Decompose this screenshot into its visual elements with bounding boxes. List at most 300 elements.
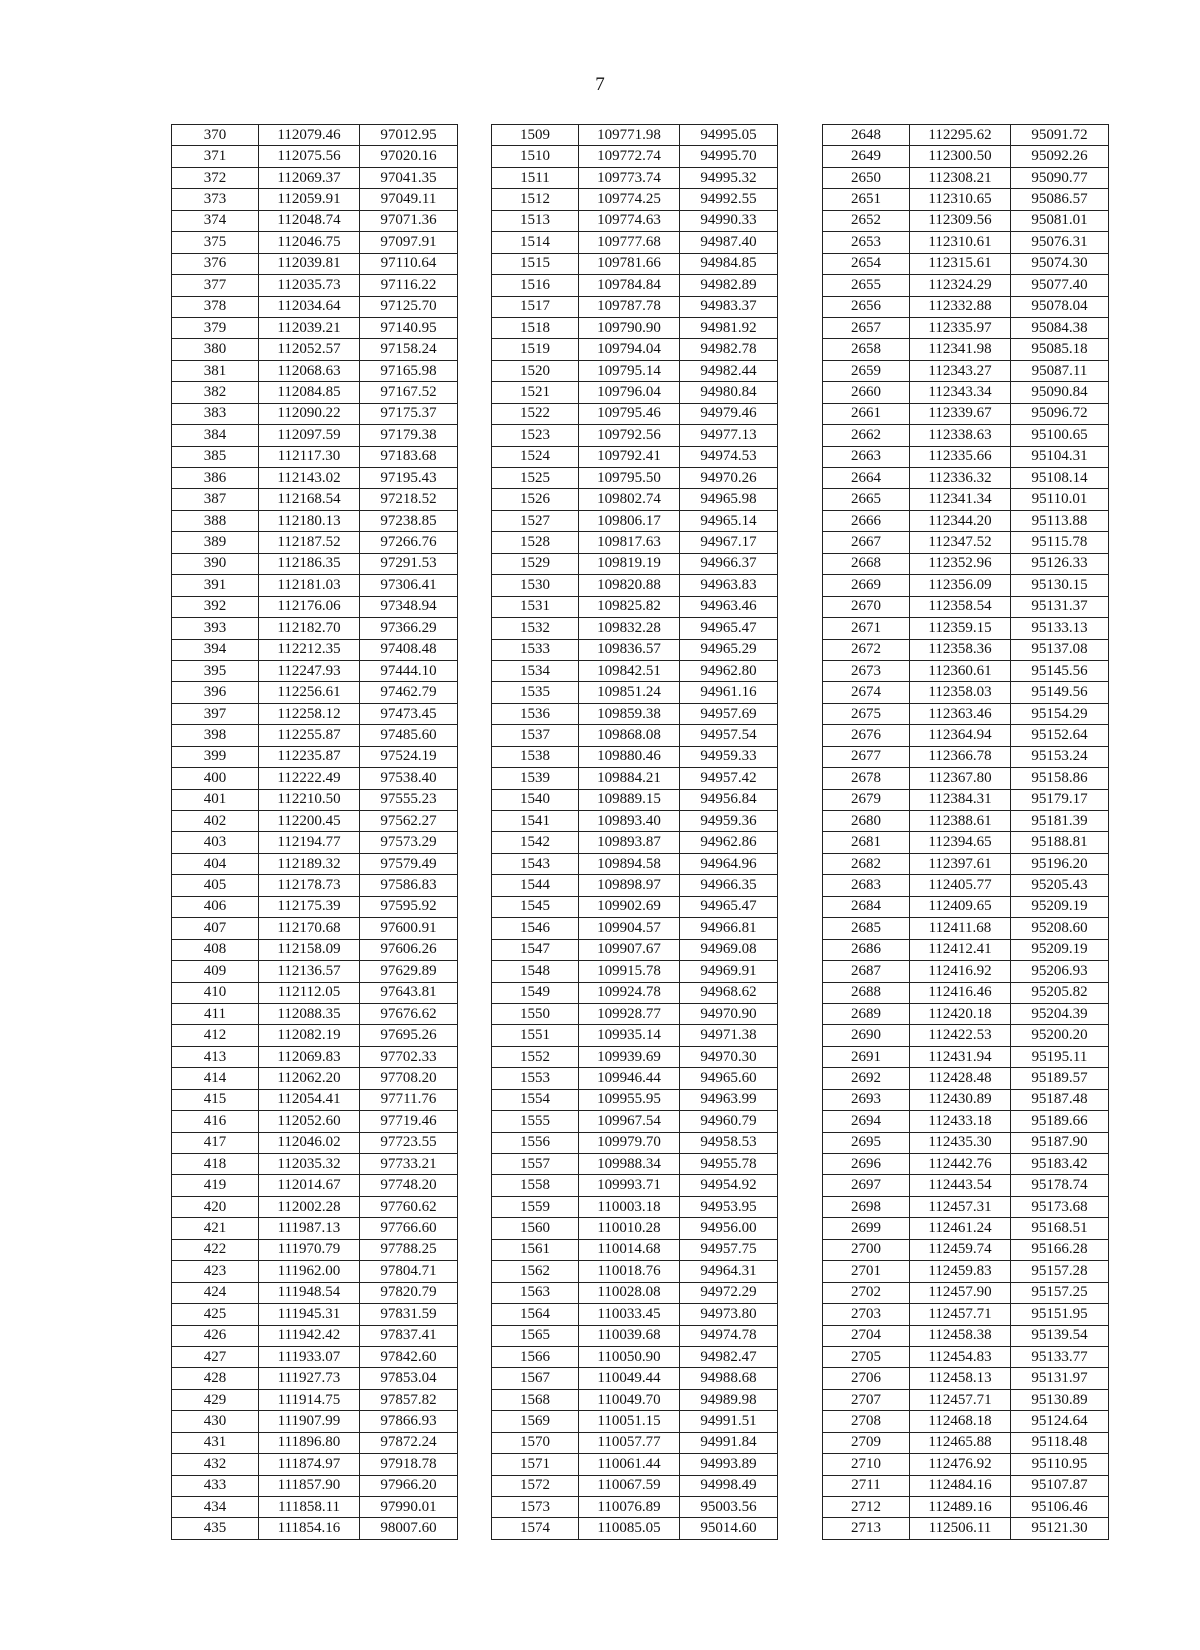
y-coordinate-cell: 97195.43 [360, 468, 458, 489]
x-coordinate-cell: 112315.61 [910, 253, 1011, 274]
point-number-cell: 389 [172, 532, 259, 553]
table-row [492, 1154, 778, 1175]
table-row [823, 189, 1109, 210]
point-number-cell: 391 [172, 575, 259, 596]
point-number-cell: 2701 [823, 1261, 910, 1282]
point-number-cell: 2667 [823, 532, 910, 553]
point-number-cell: 2672 [823, 639, 910, 660]
x-coordinate-cell: 112335.97 [910, 317, 1011, 338]
y-coordinate-cell: 95151.95 [1011, 1304, 1109, 1325]
point-number-cell: 2713 [823, 1518, 910, 1539]
point-number-cell: 1573 [492, 1497, 579, 1518]
x-coordinate-cell: 112476.92 [910, 1454, 1011, 1475]
y-coordinate-cell: 95187.90 [1011, 1132, 1109, 1153]
table-row [172, 1068, 458, 1089]
table-row [492, 811, 778, 832]
x-coordinate-cell: 112170.68 [259, 918, 360, 939]
point-number-cell: 384 [172, 425, 259, 446]
table-row [492, 918, 778, 939]
point-number-cell: 1544 [492, 875, 579, 896]
point-number-cell: 2653 [823, 232, 910, 253]
table-row [823, 553, 1109, 574]
y-coordinate-cell: 94965.47 [680, 896, 778, 917]
x-coordinate-cell: 109924.78 [579, 982, 680, 1003]
table-row [172, 189, 458, 210]
x-coordinate-cell: 112143.02 [259, 468, 360, 489]
x-coordinate-cell: 112338.63 [910, 425, 1011, 446]
y-coordinate-cell: 94984.85 [680, 253, 778, 274]
point-number-cell: 379 [172, 317, 259, 338]
x-coordinate-cell: 110085.05 [579, 1518, 680, 1539]
point-number-cell: 1515 [492, 253, 579, 274]
table-row [172, 703, 458, 724]
y-coordinate-cell: 94990.33 [680, 210, 778, 231]
point-number-cell: 1568 [492, 1389, 579, 1410]
point-number-cell: 435 [172, 1518, 259, 1539]
y-coordinate-cell: 95133.13 [1011, 618, 1109, 639]
point-number-cell: 1513 [492, 210, 579, 231]
x-coordinate-cell: 112435.30 [910, 1132, 1011, 1153]
table-row [492, 1046, 778, 1067]
table-row [492, 853, 778, 874]
x-coordinate-cell: 112422.53 [910, 1025, 1011, 1046]
x-coordinate-cell: 109777.68 [579, 232, 680, 253]
point-number-cell: 2690 [823, 1025, 910, 1046]
table-row [172, 682, 458, 703]
x-coordinate-cell: 109774.25 [579, 189, 680, 210]
table-row [492, 1111, 778, 1132]
y-coordinate-cell: 95205.82 [1011, 982, 1109, 1003]
x-coordinate-cell: 111962.00 [259, 1261, 360, 1282]
point-number-cell: 2681 [823, 832, 910, 853]
table-row [172, 446, 458, 467]
point-number-cell: 1546 [492, 918, 579, 939]
point-number-cell: 2669 [823, 575, 910, 596]
point-number-cell: 2707 [823, 1389, 910, 1410]
x-coordinate-cell: 112117.30 [259, 446, 360, 467]
point-number-cell: 2686 [823, 939, 910, 960]
x-coordinate-cell: 111927.73 [259, 1368, 360, 1389]
y-coordinate-cell: 94965.14 [680, 510, 778, 531]
x-coordinate-cell: 109988.34 [579, 1154, 680, 1175]
point-number-cell: 403 [172, 832, 259, 853]
y-coordinate-cell: 97012.95 [360, 125, 458, 146]
point-number-cell: 1557 [492, 1154, 579, 1175]
x-coordinate-cell: 112194.77 [259, 832, 360, 853]
y-coordinate-cell: 95149.56 [1011, 682, 1109, 703]
point-number-cell: 1547 [492, 939, 579, 960]
x-coordinate-cell: 109773.74 [579, 167, 680, 188]
x-coordinate-cell: 112358.03 [910, 682, 1011, 703]
table-row [492, 189, 778, 210]
point-number-cell: 1533 [492, 639, 579, 660]
x-coordinate-cell: 109893.40 [579, 811, 680, 832]
table-row [823, 1046, 1109, 1067]
y-coordinate-cell: 94970.30 [680, 1046, 778, 1067]
point-number-cell: 2687 [823, 961, 910, 982]
table-row [172, 660, 458, 681]
x-coordinate-cell: 109790.90 [579, 317, 680, 338]
x-coordinate-cell: 109836.57 [579, 639, 680, 660]
y-coordinate-cell: 97183.68 [360, 446, 458, 467]
table-row [172, 553, 458, 574]
table-row [823, 382, 1109, 403]
y-coordinate-cell: 95110.95 [1011, 1454, 1109, 1475]
y-coordinate-cell: 97872.24 [360, 1432, 458, 1453]
y-coordinate-cell: 95131.97 [1011, 1368, 1109, 1389]
x-coordinate-cell: 112035.32 [259, 1154, 360, 1175]
y-coordinate-cell: 97165.98 [360, 360, 458, 381]
table-row [172, 510, 458, 531]
point-number-cell: 418 [172, 1154, 259, 1175]
y-coordinate-cell: 94959.36 [680, 811, 778, 832]
table-row [492, 575, 778, 596]
table-row [492, 446, 778, 467]
y-coordinate-cell: 97629.89 [360, 961, 458, 982]
y-coordinate-cell: 95206.93 [1011, 961, 1109, 982]
x-coordinate-cell: 111857.90 [259, 1475, 360, 1496]
y-coordinate-cell: 94963.83 [680, 575, 778, 596]
y-coordinate-cell: 94953.95 [680, 1196, 778, 1217]
point-number-cell: 428 [172, 1368, 259, 1389]
x-coordinate-cell: 109802.74 [579, 489, 680, 510]
x-coordinate-cell: 112035.73 [259, 275, 360, 296]
y-coordinate-cell: 97071.36 [360, 210, 458, 231]
table-row [492, 939, 778, 960]
point-number-cell: 2658 [823, 339, 910, 360]
table-row [823, 1411, 1109, 1432]
point-number-cell: 381 [172, 360, 259, 381]
point-number-cell: 372 [172, 167, 259, 188]
y-coordinate-cell: 95078.04 [1011, 296, 1109, 317]
x-coordinate-cell: 110049.70 [579, 1389, 680, 1410]
table-row [823, 1196, 1109, 1217]
x-coordinate-cell: 112212.35 [259, 639, 360, 660]
table-row [823, 918, 1109, 939]
x-coordinate-cell: 112416.92 [910, 961, 1011, 982]
table-row [172, 746, 458, 767]
x-coordinate-cell: 110050.90 [579, 1346, 680, 1367]
point-number-cell: 1556 [492, 1132, 579, 1153]
y-coordinate-cell: 94972.29 [680, 1282, 778, 1303]
point-number-cell: 1569 [492, 1411, 579, 1432]
table-row [823, 339, 1109, 360]
point-number-cell: 1551 [492, 1025, 579, 1046]
x-coordinate-cell: 112097.59 [259, 425, 360, 446]
x-coordinate-cell: 112332.88 [910, 296, 1011, 317]
y-coordinate-cell: 94956.00 [680, 1218, 778, 1239]
x-coordinate-cell: 110051.15 [579, 1411, 680, 1432]
y-coordinate-cell: 94965.98 [680, 489, 778, 510]
x-coordinate-cell: 109772.74 [579, 146, 680, 167]
point-number-cell: 1531 [492, 596, 579, 617]
point-number-cell: 2689 [823, 1003, 910, 1024]
table-row [172, 532, 458, 553]
y-coordinate-cell: 95003.56 [680, 1497, 778, 1518]
table-row [492, 660, 778, 681]
y-coordinate-cell: 97366.29 [360, 618, 458, 639]
x-coordinate-cell: 112506.11 [910, 1518, 1011, 1539]
point-number-cell: 1522 [492, 403, 579, 424]
coordinate-table-3 [822, 124, 1109, 1540]
x-coordinate-cell: 112394.65 [910, 832, 1011, 853]
x-coordinate-cell: 112416.46 [910, 982, 1011, 1003]
x-coordinate-cell: 112405.77 [910, 875, 1011, 896]
y-coordinate-cell: 95157.25 [1011, 1282, 1109, 1303]
x-coordinate-cell: 109820.88 [579, 575, 680, 596]
point-number-cell: 396 [172, 682, 259, 703]
point-number-cell: 2664 [823, 468, 910, 489]
table-row [172, 275, 458, 296]
x-coordinate-cell: 109794.04 [579, 339, 680, 360]
point-number-cell: 1543 [492, 853, 579, 874]
point-number-cell: 2697 [823, 1175, 910, 1196]
table-row [172, 1475, 458, 1496]
point-number-cell: 377 [172, 275, 259, 296]
y-coordinate-cell: 94962.80 [680, 660, 778, 681]
table-row [172, 575, 458, 596]
table-row [823, 1389, 1109, 1410]
point-number-cell: 1511 [492, 167, 579, 188]
y-coordinate-cell: 97966.20 [360, 1475, 458, 1496]
point-number-cell: 410 [172, 982, 259, 1003]
table-row [823, 1346, 1109, 1367]
x-coordinate-cell: 112258.12 [259, 703, 360, 724]
point-number-cell: 2694 [823, 1111, 910, 1132]
point-number-cell: 2678 [823, 768, 910, 789]
table-row [492, 1304, 778, 1325]
point-number-cell: 2657 [823, 317, 910, 338]
table-row [172, 768, 458, 789]
x-coordinate-cell: 111987.13 [259, 1218, 360, 1239]
y-coordinate-cell: 94957.54 [680, 725, 778, 746]
x-coordinate-cell: 110018.76 [579, 1261, 680, 1282]
table-row [823, 317, 1109, 338]
x-coordinate-cell: 110057.77 [579, 1432, 680, 1453]
x-coordinate-cell: 112461.24 [910, 1218, 1011, 1239]
x-coordinate-cell: 109884.21 [579, 768, 680, 789]
point-number-cell: 2698 [823, 1196, 910, 1217]
x-coordinate-cell: 112344.20 [910, 510, 1011, 531]
y-coordinate-cell: 95014.60 [680, 1518, 778, 1539]
point-number-cell: 371 [172, 146, 259, 167]
table-row [492, 789, 778, 810]
y-coordinate-cell: 97408.48 [360, 639, 458, 660]
x-coordinate-cell: 109832.28 [579, 618, 680, 639]
y-coordinate-cell: 95121.30 [1011, 1518, 1109, 1539]
y-coordinate-cell: 97595.92 [360, 896, 458, 917]
x-coordinate-cell: 112360.61 [910, 660, 1011, 681]
x-coordinate-cell: 112068.63 [259, 360, 360, 381]
point-number-cell: 2706 [823, 1368, 910, 1389]
point-number-cell: 1559 [492, 1196, 579, 1217]
table-row [823, 1325, 1109, 1346]
y-coordinate-cell: 94964.31 [680, 1261, 778, 1282]
y-coordinate-cell: 95181.39 [1011, 811, 1109, 832]
point-number-cell: 2685 [823, 918, 910, 939]
x-coordinate-cell: 112457.31 [910, 1196, 1011, 1217]
table-row [172, 1025, 458, 1046]
x-coordinate-cell: 112359.15 [910, 618, 1011, 639]
point-number-cell: 1565 [492, 1325, 579, 1346]
y-coordinate-cell: 95154.29 [1011, 703, 1109, 724]
table-row [823, 639, 1109, 660]
table-row [172, 639, 458, 660]
x-coordinate-cell: 112310.61 [910, 232, 1011, 253]
x-coordinate-cell: 109955.95 [579, 1089, 680, 1110]
x-coordinate-cell: 109859.38 [579, 703, 680, 724]
y-coordinate-cell: 94970.90 [680, 1003, 778, 1024]
x-coordinate-cell: 112324.29 [910, 275, 1011, 296]
x-coordinate-cell: 109774.63 [579, 210, 680, 231]
table-row [823, 1475, 1109, 1496]
x-coordinate-cell: 112039.21 [259, 317, 360, 338]
table-row [823, 468, 1109, 489]
y-coordinate-cell: 97473.45 [360, 703, 458, 724]
table-row [492, 1282, 778, 1303]
point-number-cell: 2650 [823, 167, 910, 188]
y-coordinate-cell: 97990.01 [360, 1497, 458, 1518]
point-number-cell: 1549 [492, 982, 579, 1003]
table-row [492, 961, 778, 982]
point-number-cell: 1535 [492, 682, 579, 703]
y-coordinate-cell: 95130.89 [1011, 1389, 1109, 1410]
table-row [492, 1196, 778, 1217]
point-number-cell: 1571 [492, 1454, 579, 1475]
point-number-cell: 434 [172, 1497, 259, 1518]
x-coordinate-cell: 109939.69 [579, 1046, 680, 1067]
x-coordinate-cell: 112112.05 [259, 982, 360, 1003]
table-row [492, 1518, 778, 1539]
y-coordinate-cell: 97049.11 [360, 189, 458, 210]
point-number-cell: 388 [172, 510, 259, 531]
point-number-cell: 2696 [823, 1154, 910, 1175]
table-row [492, 1475, 778, 1496]
point-number-cell: 382 [172, 382, 259, 403]
y-coordinate-cell: 94993.89 [680, 1454, 778, 1475]
table-row [492, 360, 778, 381]
table-row [823, 167, 1109, 188]
point-number-cell: 429 [172, 1389, 259, 1410]
table-row [823, 618, 1109, 639]
table-row [492, 253, 778, 274]
x-coordinate-cell: 112420.18 [910, 1003, 1011, 1024]
x-coordinate-cell: 111942.42 [259, 1325, 360, 1346]
point-number-cell: 2651 [823, 189, 910, 210]
table-row [492, 1068, 778, 1089]
point-number-cell: 406 [172, 896, 259, 917]
point-number-cell: 1545 [492, 896, 579, 917]
y-coordinate-cell: 95145.56 [1011, 660, 1109, 681]
table-row [492, 703, 778, 724]
x-coordinate-cell: 110010.28 [579, 1218, 680, 1239]
point-number-cell: 2703 [823, 1304, 910, 1325]
table-row [492, 317, 778, 338]
y-coordinate-cell: 97348.94 [360, 596, 458, 617]
point-number-cell: 1523 [492, 425, 579, 446]
point-number-cell: 2655 [823, 275, 910, 296]
table-row [823, 146, 1109, 167]
point-number-cell: 1532 [492, 618, 579, 639]
table-row [172, 489, 458, 510]
y-coordinate-cell: 94979.46 [680, 403, 778, 424]
y-coordinate-cell: 94957.75 [680, 1239, 778, 1260]
point-number-cell: 2699 [823, 1218, 910, 1239]
y-coordinate-cell: 95196.20 [1011, 853, 1109, 874]
y-coordinate-cell: 97573.29 [360, 832, 458, 853]
point-number-cell: 2709 [823, 1432, 910, 1453]
point-number-cell: 402 [172, 811, 259, 832]
y-coordinate-cell: 95204.39 [1011, 1003, 1109, 1024]
y-coordinate-cell: 94963.99 [680, 1089, 778, 1110]
table-row [172, 296, 458, 317]
point-number-cell: 1541 [492, 811, 579, 832]
table-row [492, 210, 778, 231]
y-coordinate-cell: 97606.26 [360, 939, 458, 960]
y-coordinate-cell: 95139.54 [1011, 1325, 1109, 1346]
table-row [172, 1497, 458, 1518]
table-row [823, 1025, 1109, 1046]
y-coordinate-cell: 97179.38 [360, 425, 458, 446]
table-row [823, 1518, 1109, 1539]
point-number-cell: 2659 [823, 360, 910, 381]
x-coordinate-cell: 112082.19 [259, 1025, 360, 1046]
table-row [492, 382, 778, 403]
x-coordinate-cell: 109880.46 [579, 746, 680, 767]
y-coordinate-cell: 95173.68 [1011, 1196, 1109, 1217]
x-coordinate-cell: 109915.78 [579, 961, 680, 982]
x-coordinate-cell: 112200.45 [259, 811, 360, 832]
y-coordinate-cell: 94991.51 [680, 1411, 778, 1432]
table-row [172, 1111, 458, 1132]
x-coordinate-cell: 109993.71 [579, 1175, 680, 1196]
x-coordinate-cell: 112075.56 [259, 146, 360, 167]
x-coordinate-cell: 109771.98 [579, 125, 680, 146]
y-coordinate-cell: 94969.91 [680, 961, 778, 982]
table-row [492, 1325, 778, 1346]
x-coordinate-cell: 112367.80 [910, 768, 1011, 789]
table-row [823, 746, 1109, 767]
table-row [492, 232, 778, 253]
y-coordinate-cell: 95189.57 [1011, 1068, 1109, 1089]
y-coordinate-cell: 94967.17 [680, 532, 778, 553]
table-row [823, 961, 1109, 982]
x-coordinate-cell: 109928.77 [579, 1003, 680, 1024]
x-coordinate-cell: 112457.90 [910, 1282, 1011, 1303]
point-number-cell: 1512 [492, 189, 579, 210]
table-row [172, 618, 458, 639]
point-number-cell: 2691 [823, 1046, 910, 1067]
x-coordinate-cell: 109935.14 [579, 1025, 680, 1046]
y-coordinate-cell: 95074.30 [1011, 253, 1109, 274]
table-row [172, 789, 458, 810]
table-row [823, 682, 1109, 703]
table-row [172, 1518, 458, 1539]
x-coordinate-cell: 112175.39 [259, 896, 360, 917]
point-number-cell: 1563 [492, 1282, 579, 1303]
x-coordinate-cell: 112136.57 [259, 961, 360, 982]
y-coordinate-cell: 94991.84 [680, 1432, 778, 1453]
y-coordinate-cell: 95133.77 [1011, 1346, 1109, 1367]
table-row [172, 875, 458, 896]
x-coordinate-cell: 112397.61 [910, 853, 1011, 874]
table-row [172, 253, 458, 274]
x-coordinate-cell: 109898.97 [579, 875, 680, 896]
x-coordinate-cell: 112308.21 [910, 167, 1011, 188]
x-coordinate-cell: 109902.69 [579, 896, 680, 917]
table-row [492, 468, 778, 489]
x-coordinate-cell: 112048.74 [259, 210, 360, 231]
